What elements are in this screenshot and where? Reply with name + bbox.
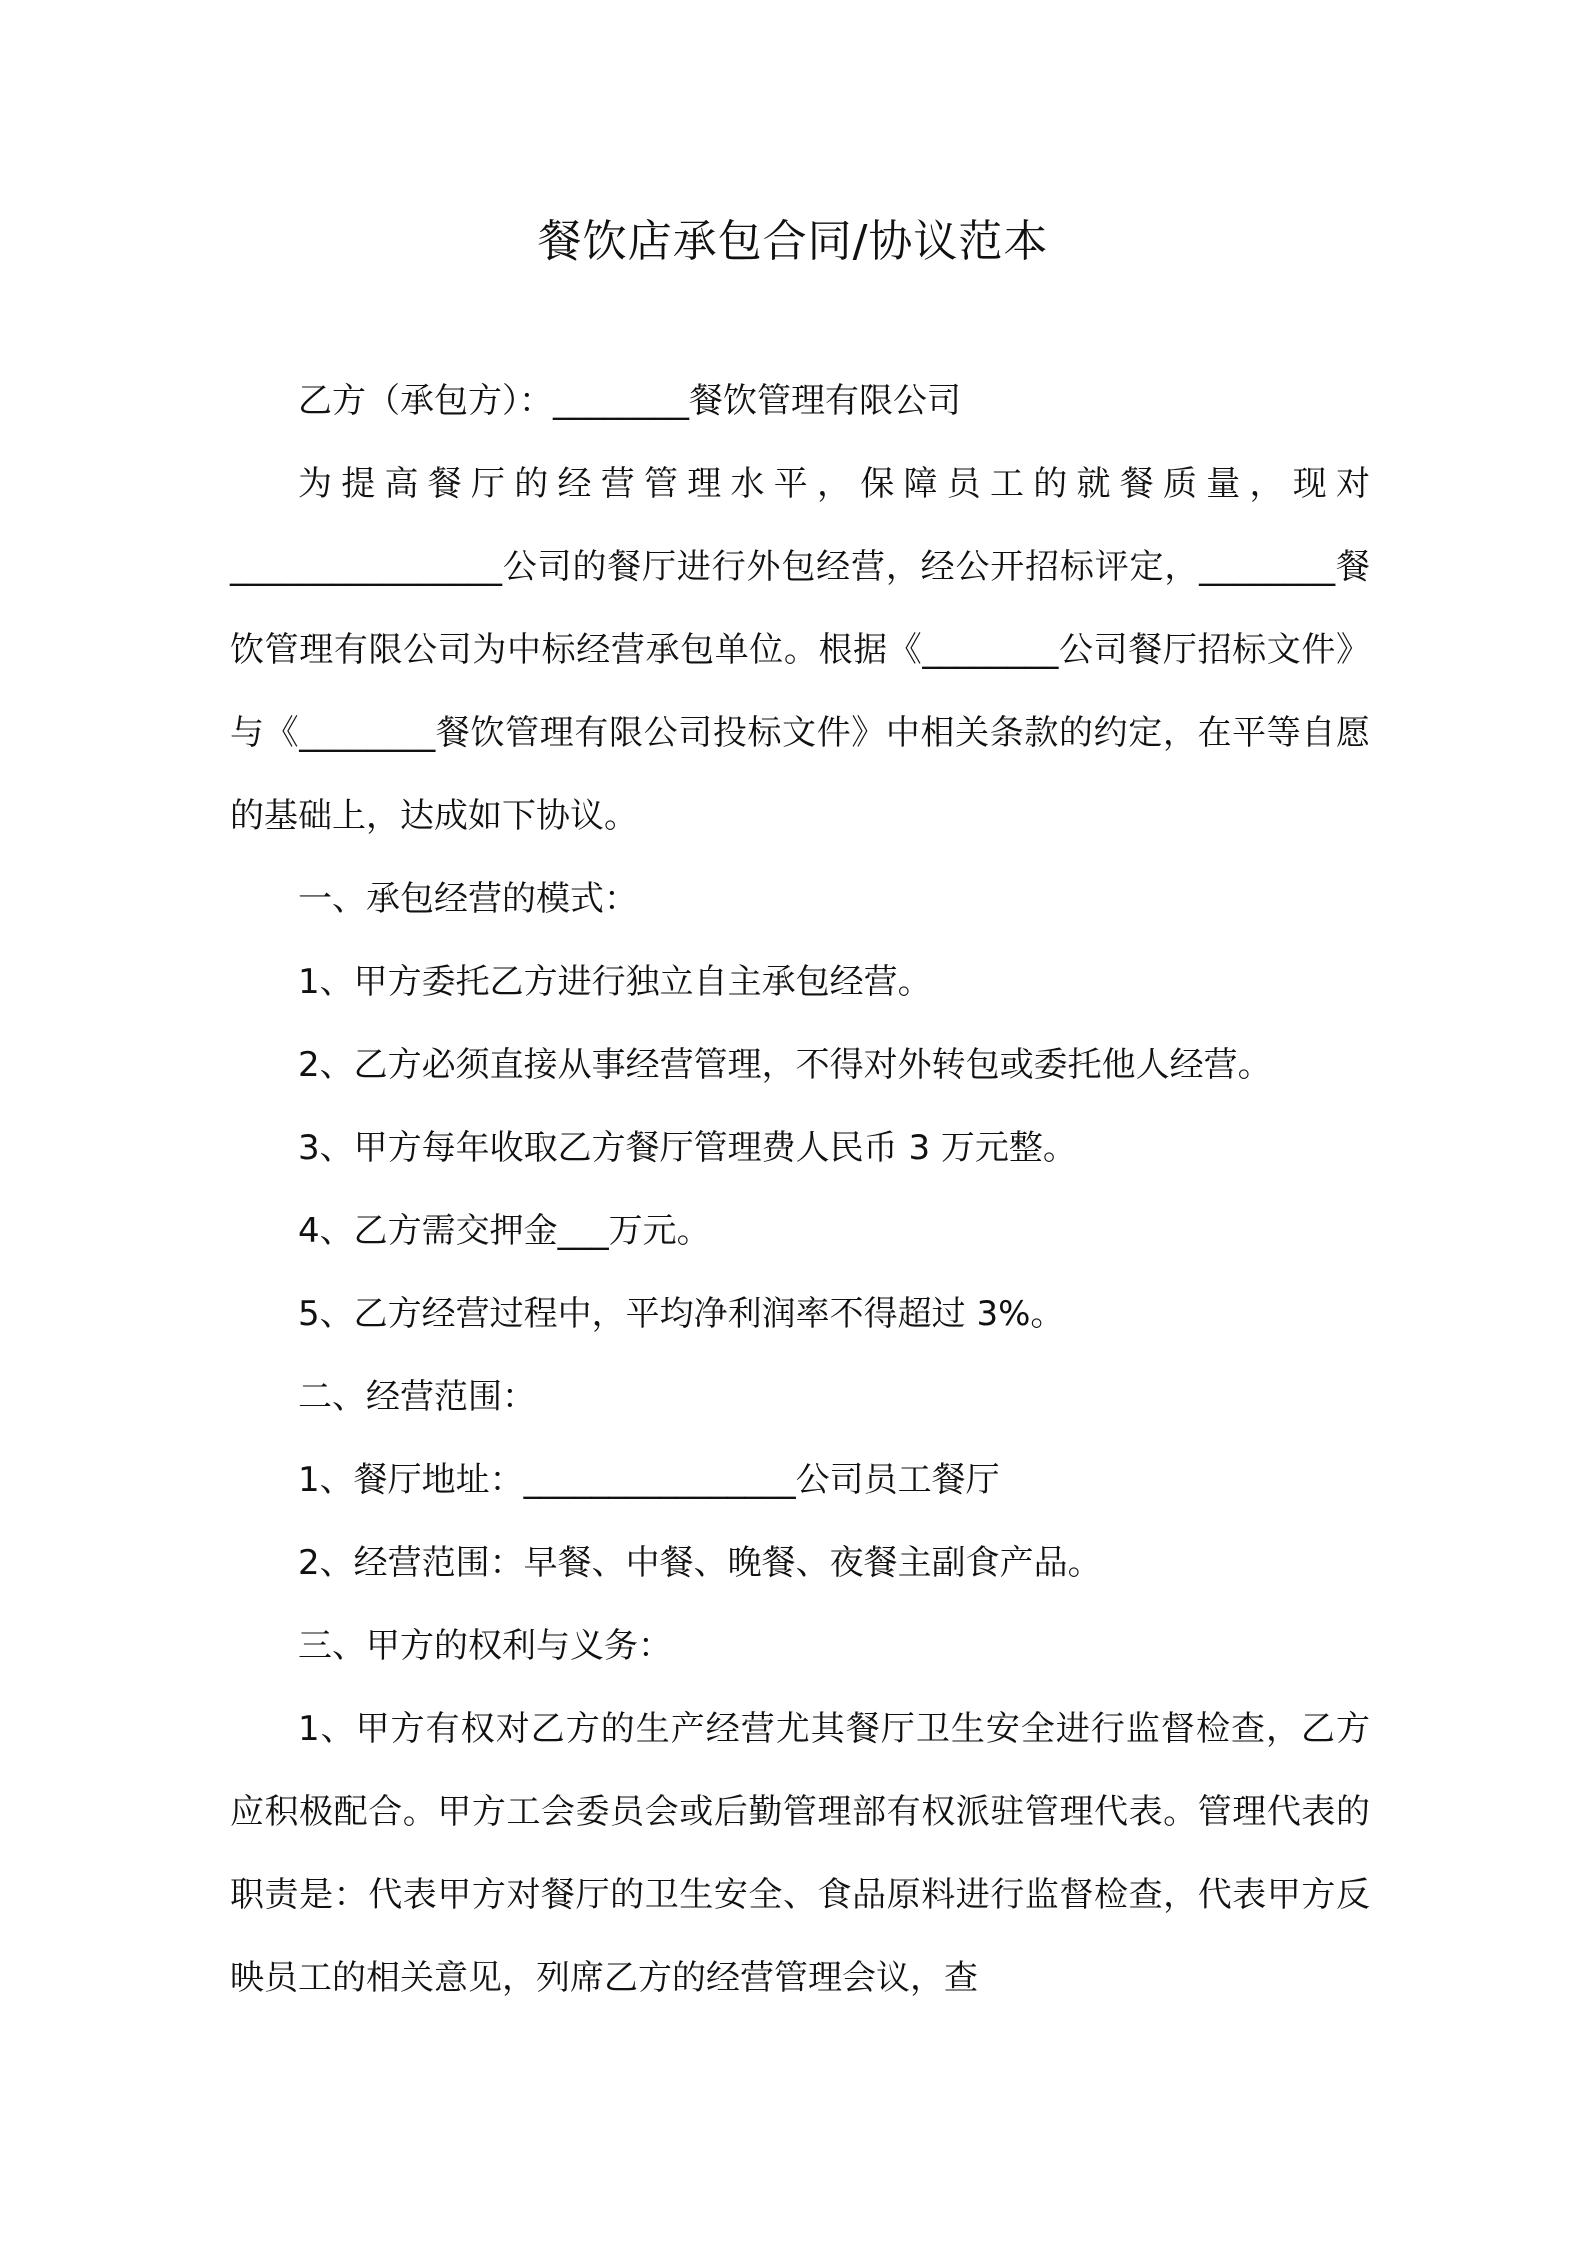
clause-1-2: 2、乙方必须直接从事经营管理，不得对外转包或委托他人经营。 xyxy=(298,1045,1272,1085)
clause-1-5: 5、乙方经营过程中，平均净利润率不得超过 3%。 xyxy=(298,1294,1065,1334)
preamble-paragraph: 为提高餐厅的经营管理水平，保障员工的就餐质量，现对________________公司的餐厅进行外包经营，经公开招标评定，________餐饮管理有限公司为中标经营承包单位。根据《________公司餐厅招标文件》与《________餐饮管理有限公司投标文件》中相关条款的约定，在平等自愿的基础上，达成如下协议。 xyxy=(230,464,1370,836)
clause-2-2: 2、经营范围：早餐、中餐、晚餐、夜餐主副食产品。 xyxy=(298,1543,1102,1583)
party-b-line: 乙方（承包方）：________餐饮管理有限公司 xyxy=(298,381,961,421)
clause-3-1: 1、甲方有权对乙方的生产经营尤其餐厅卫生安全进行监督检查，乙方应积极配合。甲方工会委员会或后勤管理部有权派驻管理代表。管理代表的职责是：代表甲方对餐厅的卫生安全、食品原料进行监督检查，代表甲方反映员工的相关意见，列席乙方的经营管理会议，查 xyxy=(230,1709,1370,1998)
document-title: 餐饮店承包合同/协议范本 xyxy=(537,216,1049,267)
clause-1-1: 1、甲方委托乙方进行独立自主承包经营。 xyxy=(298,962,932,1002)
section-heading-business-scope: 二、经营范围： xyxy=(298,1377,536,1417)
section-heading-contract-mode: 一、承包经营的模式： xyxy=(298,879,638,919)
section-heading-party-a-rights: 三、甲方的权利与义务： xyxy=(298,1626,672,1666)
document-body xyxy=(230,360,1370,2020)
clause-1-4: 4、乙方需交押金___万元。 xyxy=(298,1211,711,1251)
clause-2-1: 1、餐厅地址：________________公司员工餐厅 xyxy=(298,1460,1000,1500)
clause-1-3: 3、甲方每年收取乙方餐厅管理费人民币 3 万元整。 xyxy=(298,1128,1077,1168)
